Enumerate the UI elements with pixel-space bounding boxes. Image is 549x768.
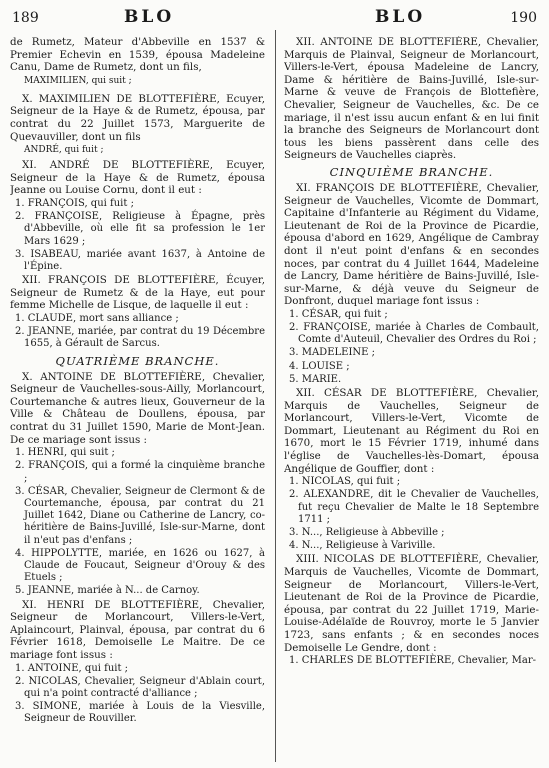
genealogy-entry: XII. ANTOINE DE BLOTTEFIÈRE, Chevalier, Marquis de Plainval, Seigneur de Morlancourt, Villers-le-Vert, épousa Madeleine de Lancry, Dame & héritière de Bains-Juvillé, Isle-sur-Marne & veuve de François de Blottefière, Chevalier, Seigneur de Vauchelles, &c. De ce mariage, il n'est issu aucun enfant & en lui finit la branche des Seigneurs de Morlancourt dont tous les biens passèrent dans celle des Seigneurs de Vauchelles ciaprès. — [284, 36, 539, 162]
genealogy-entry: XI. FRANÇOIS DE BLOTTEFIÈRE, Chevalier, Seigneur de Vauchelles, Vicomte de Dommart, Capitaine d'Infanterie au Régiment du Vidame, Lieutenant de Roi de la Province de Picardie, épousa d'abord en 1629, Angélique de Cambray dont il n'eut point d'enfans & en secondes noces, par contrat du 4 Juillet 1644, Madeleine de Lancry, Dame héritière de Bains-Juvillé, Isle-sur-Marne, & déjà veuve du Seigneur de Donfront, duquel mariage font issus : — [284, 181, 539, 308]
branch-heading: QUATRIÈME BRANCHE. — [55, 353, 220, 368]
list-item: 1. NICOLAS, qui fuit ; — [289, 476, 401, 488]
list-item: 2. NICOLAS, Chevalier, Seigneur d'Ablain court, qui n'a point contracté d'alliance ; — [15, 675, 265, 699]
list-item: 4. LOUISE ; — [289, 360, 350, 372]
genealogy-entry: XI. HENRI DE BLOTTEFIÈRE, Chevalier, Seigneur de Morlancourt, Villers-le-Vert, Aplaincourt, Plainval, épousa, par contrat du 6 Février 1618, Demoiselle Le Maitre. De ce mariage font issus : — [10, 598, 265, 661]
list-item: 1. CÉSAR, qui fuit ; — [289, 308, 388, 320]
genealogy-entry: X. MAXIMILIEN DE BLOTTEFIÈRE, Ecuyer, Seigneur de la Haye & de Rumetz, épousa, par contrat du 22 Juillet 1573, Marguerite de Quevauviller, dont un fils — [10, 92, 265, 143]
genealogy-entry: XIII. NICOLAS DE BLOTTEFIÈRE, Chevalier, Marquis de Vauchelles, Vicomte de Dommart, Seigneur de Morlancourt, Villers-le-Vert, Lieutenant de Roi de la Province de Picardie, épousa, par contrat du 22 Juillet 1719, Marie-Louise-Adélaïde de Rouvroy, morte le 5 Janvier 1723, sans enfants ; & en secondes noces Demoiselle Le Gendre, dont : — [284, 553, 539, 654]
right-running-title: BLO — [375, 7, 426, 27]
left-column — [10, 36, 265, 764]
list-item: 5. JEANNE, mariée à N... de Carnoy. — [15, 585, 200, 597]
list-item: 3. SIMONE, mariée à Louis de la Viesville, Seigneur de Rouviller. — [15, 701, 265, 725]
list-item: 3. CÉSAR, Chevalier, Seigneur de Clermont & de Courtemanche, épousa, par contrat du 21 Juillet 1642, Diane ou Catherine de Lancry, co-héritière de Bains-Juvillé, Isle-sur-Marne, dont il n'eut pas d'enfans ; — [15, 485, 265, 546]
list-item: 2. JEANNE, mariée, par contrat du 19 Décembre 1655, à Gérault de Sarcus. — [15, 326, 265, 350]
genealogy-entry: XI. ANDRÉ DE BLOTTEFIÈRE, Ecuyer, Seigneur de la Haye & de Rumetz, épousa Jeanne ou Louise Cornu, dont il eut : — [10, 159, 265, 197]
list-item: 2. FRANÇOISE, mariée à Charles de Combault, Comte d'Auteuil, Chevalier des Ordres du Roi ; — [289, 322, 539, 346]
right-page-number: 190 — [510, 10, 537, 26]
list-item: 2. FRANÇOISE, Religieuse à Épagne, près d'Abbeville, où elle fit sa profession le 1er Mars 1629 ; — [15, 211, 265, 247]
left-page-number: 189 — [12, 10, 39, 26]
genealogy-entry: XII. CÉSAR DE BLOTTEFIÈRE, Chevalier, Marquis de Vauchelles, Seigneur de Morlancourt, Villers-le-Vert, Vicomte de Dommart, Lieutenant au Régiment du Roi en 1670, mort le 15 Février 1719, inhumé dans l'église de Vauchelles-lès-Domart, épousa Angélique de Gouffier, dont : — [284, 387, 539, 475]
list-item: 4. N..., Religieuse à Variville. — [289, 540, 436, 552]
list-item: 1. CLAUDE, mort sans alliance ; — [15, 312, 179, 324]
list-item: 2. ALEXANDRE, dit le Chevalier de Vauchelles, fut reçu Chevalier de Malte le 18 Septembre 1711 ; — [289, 489, 539, 525]
list-item: 1. FRANÇOIS, qui fuit ; — [15, 197, 134, 209]
right-column — [284, 36, 539, 764]
list-item: 1. HENRI, qui suit ; — [15, 447, 115, 459]
successor-note: MAXIMILIEN, qui suit ; — [24, 75, 132, 86]
list-item: 4. HIPPOLYTTE, mariée, en 1626 ou 1627, à Claude de Foucaut, Seigneur d'Orouy & des Etuels ; — [15, 547, 265, 584]
list-item: 5. MARIE. — [289, 373, 342, 385]
left-running-title: BLO — [124, 7, 175, 27]
successor-note: ANDRÉ, qui fuit ; — [24, 145, 104, 156]
branch-heading: CINQUIÈME BRANCHE. — [329, 164, 494, 179]
column-divider — [275, 30, 276, 762]
list-item: 1. CHARLES DE BLOTTEFIÈRE, Chevalier, Mar- — [289, 655, 537, 667]
paragraph: de Rumetz, Mateur d'Abbeville en 1537 & Premier Echevin en 1539, épousa Madeleine Canu, Dame de Rumetz, dont un fils, — [10, 36, 265, 74]
list-item: 2. FRANÇOIS, qui a formé la cinquième branche ; — [15, 460, 265, 484]
list-item: 3. ISABEAU, mariée avant 1637, à Antoine de l'Épine. — [15, 248, 265, 272]
genealogy-entry: XII. FRANÇOIS DE BLOTTEFIÈRE, Écuyer, Seigneur de Rumetz & de la Haye, eut pour femme Michelle de Lisque, de laquelle il eut : — [10, 274, 265, 312]
genealogy-entry: X. ANTOINE DE BLOTTEFIÈRE, Chevalier, Seigneur de Vauchelles-sous-Ailly, Morlancourt, Courtemanche & autres lieux, Gouverneur de la Ville & Château de Doullens, épousa, par contrat du 31 Juillet 1590, Marie de Mont-Jean. De ce mariage sont issus : — [10, 370, 265, 446]
list-item: 3. N..., Religieuse à Abbeville ; — [289, 527, 445, 539]
list-item: 1. ANTOINE, qui fuit ; — [15, 662, 129, 674]
list-item: 3. MADELEINE ; — [289, 347, 375, 359]
